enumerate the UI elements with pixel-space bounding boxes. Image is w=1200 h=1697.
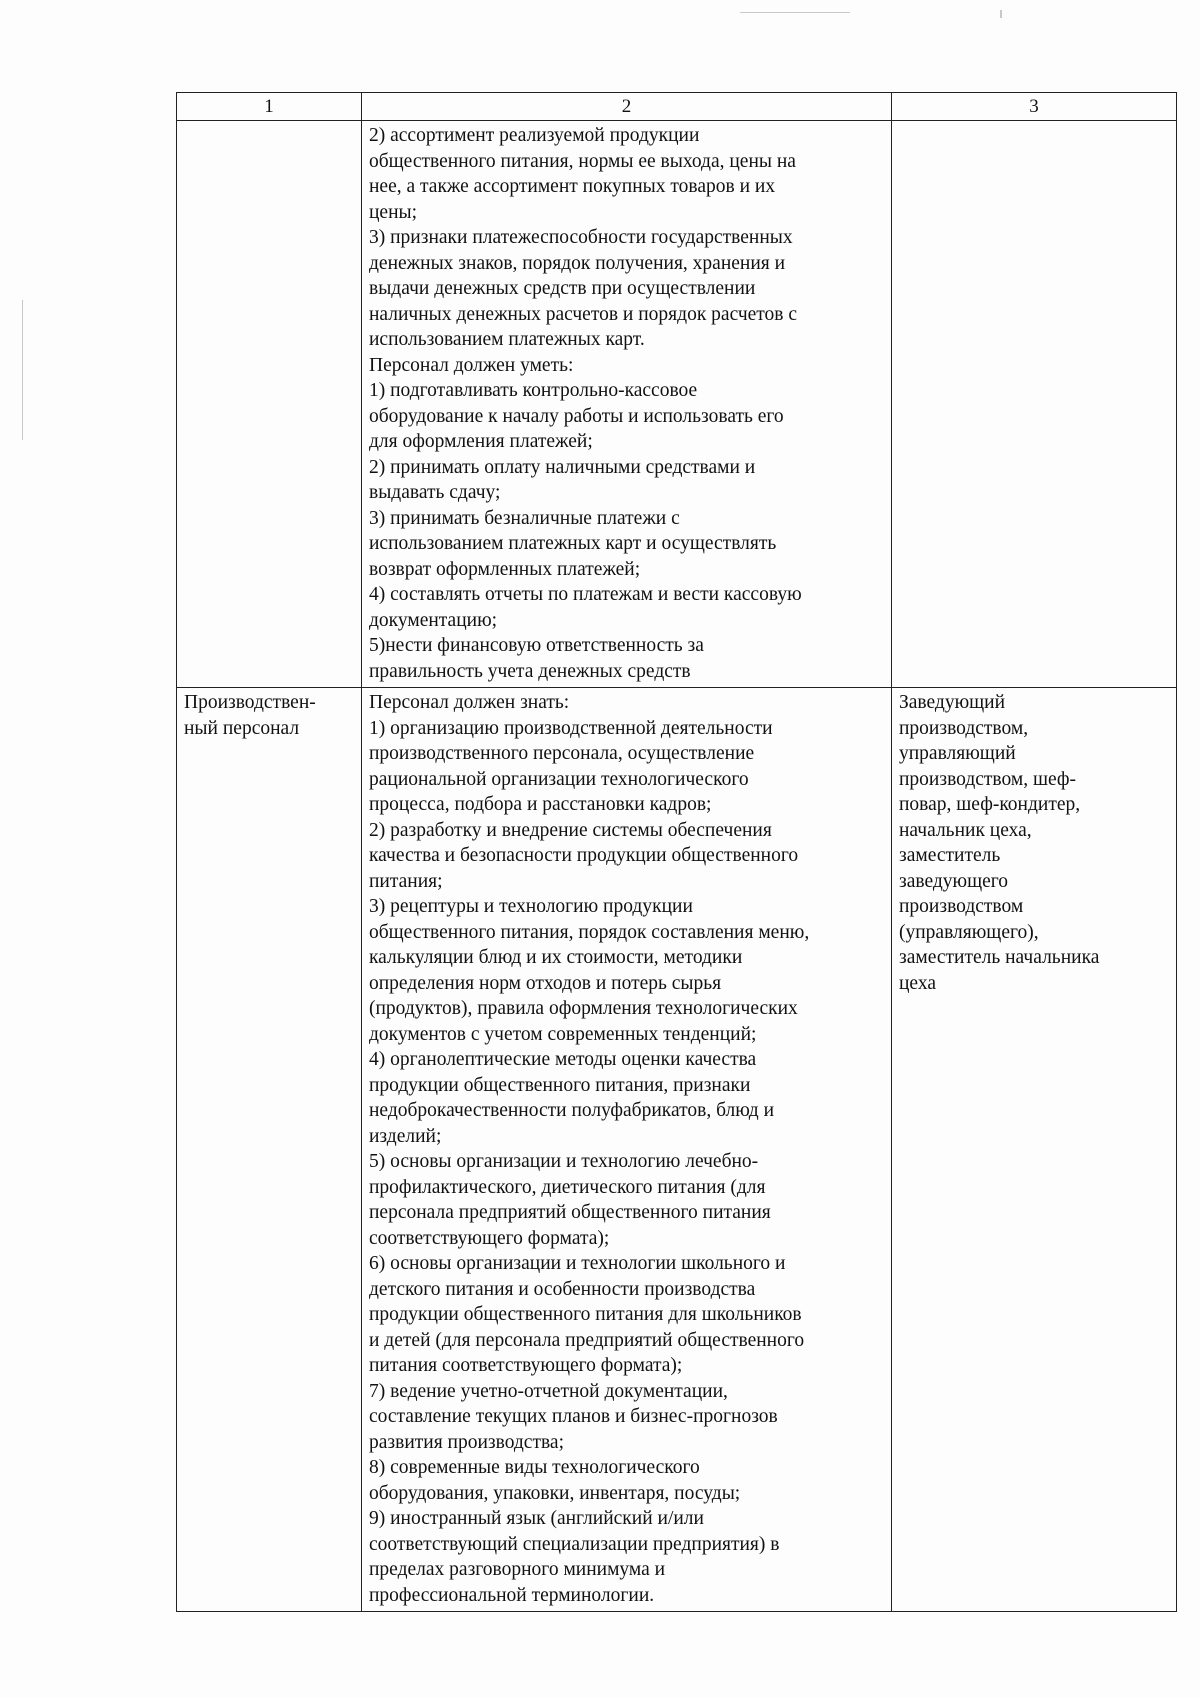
text-line: 8) современные виды технологического [369,1457,700,1478]
text-line: питания; [369,870,443,892]
positions-cell [892,121,1177,688]
text-line: определения норм отходов и потерь сырья [369,972,722,994]
text-line: профессиональной терминологии. [369,1584,655,1606]
position-line: управляющий [899,743,1016,764]
text-line: недоброкачественности полуфабрикатов, блюд и [369,1100,775,1121]
text-line: выдавать сдачу; [369,482,501,503]
text-line: 2) разработку и внедрение системы обеспечения [369,819,772,841]
scan-mark-left [22,300,23,440]
text-line: 4) составлять отчеты по платежам и вести кассовую [369,584,802,605]
position-line: заместитель начальника [899,947,1100,968]
header-col-3: 3 [892,93,1177,121]
text-line: Персонал должен знать: [369,692,570,713]
text-line: 5) основы организации и технологию лечебно- [369,1151,759,1172]
text-line: 3) признаки платежеспособности государственных [369,227,793,248]
text-line: выдачи денежных средств при осуществлении [369,278,756,299]
text-line: использованием платежных карт. [369,329,645,350]
text-line: продукции общественного питания для школьников [369,1304,802,1325]
text-line: персонала предприятий общественного питания [369,1202,771,1223]
text-line: 3) принимать безналичные платежи с [369,507,680,529]
text-line: оборудования, упаковки, инвентаря, посуды; [369,1482,741,1504]
text-line: 5)нести финансовую ответственность за [369,635,704,656]
text-line: документацию; [369,609,498,631]
text-line: использованием платежных карт и осуществлять [369,533,777,554]
text-line: рациональной организации технологического [369,768,749,790]
position-line: производством, [899,717,1029,739]
scan-mark-top-right [1000,10,1002,18]
text-line: Персонал должен уметь: [369,354,574,376]
header-col-1: 1 [177,93,362,121]
position-line: повар, шеф-кондитер, [899,794,1081,815]
requirements-table [176,92,1177,1612]
text-line: качества и безопасности продукции общественного [369,845,799,866]
text-line: профилактического, диетического питания (для [369,1176,766,1198]
text-line: правильность учета денежных средств [369,660,691,682]
table-header-row [177,93,1177,121]
position-line: заместитель [899,845,1001,866]
text-line: 1) подготавливать контрольно-кассовое [369,380,698,401]
text-line: 2) ассортимент реализуемой продукции [369,125,700,146]
text-line: денежных знаков, порядок получения, хранения и [369,252,786,274]
position-line: производством [899,896,1024,917]
requirements-cell [362,688,892,1612]
text-line: 9) иностранный язык (английский и/или [369,1508,704,1529]
text-line: для оформления платежей; [369,431,593,452]
text-line: оборудование к началу работы и использовать его [369,405,784,427]
text-line: возврат оформленных платежей; [369,558,641,580]
text-line: 7) ведение учетно-отчетной документации, [369,1380,728,1402]
role-cell [177,121,362,688]
requirements-cell [362,121,892,688]
text-line: цены; [369,201,418,223]
table-row [177,688,1177,1612]
text-line: 2) принимать оплату наличными средствами и [369,456,756,478]
text-line: продукции общественного питания, признаки [369,1074,751,1096]
role-line: Производствен- [184,692,316,713]
text-line: изделий; [369,1125,442,1147]
position-line: производством, шеф- [899,768,1077,790]
text-line: нее, а также ассортимент покупных товаров и их [369,176,776,197]
text-line: питания соответствующего формата); [369,1355,683,1376]
positions-cell [892,688,1177,1612]
position-line: (управляющего), [899,921,1039,943]
text-line: документов с учетом современных тенденций; [369,1023,757,1045]
text-line: и детей (для персонала предприятий общественного [369,1329,805,1351]
text-line: 4) органолептические методы оценки качества [369,1049,757,1070]
text-line: соответствующего формата); [369,1227,610,1249]
text-line: производственного персонала, осуществление [369,743,755,764]
text-line: общественного питания, порядок составления меню, [369,921,810,943]
text-line: 1) организацию производственной деятельности [369,717,773,739]
position-line: заведующего [899,870,1009,892]
position-line: цеха [899,972,936,994]
role-cell [177,688,362,1612]
text-line: 6) основы организации и технологии школьного и [369,1253,786,1274]
text-line: детского питания и особенности производства [369,1278,756,1300]
text-line: 3) рецептуры и технологию продукции [369,896,693,917]
text-line: составление текущих планов и бизнес-прогнозов [369,1406,778,1427]
text-line: пределах разговорного минимума и [369,1559,666,1580]
text-line: калькуляции блюд и их стоимости, методики [369,947,743,968]
position-line: Заведующий [899,692,1006,713]
text-line: процесса, подбора и расстановки кадров; [369,794,712,815]
text-line: (продуктов), правила оформления технологических [369,998,798,1019]
text-line: развития производства; [369,1431,565,1453]
text-line: общественного питания, нормы ее выхода, цены на [369,150,796,172]
position-line: начальник цеха, [899,819,1032,841]
header-col-2: 2 [362,93,892,121]
table-row [177,121,1177,688]
scan-mark-top [740,12,850,13]
text-line: наличных денежных расчетов и порядок расчетов с [369,303,798,325]
text-line: соответствующий специализации предприятия) в [369,1533,780,1555]
role-line: ный персонал [184,717,300,739]
